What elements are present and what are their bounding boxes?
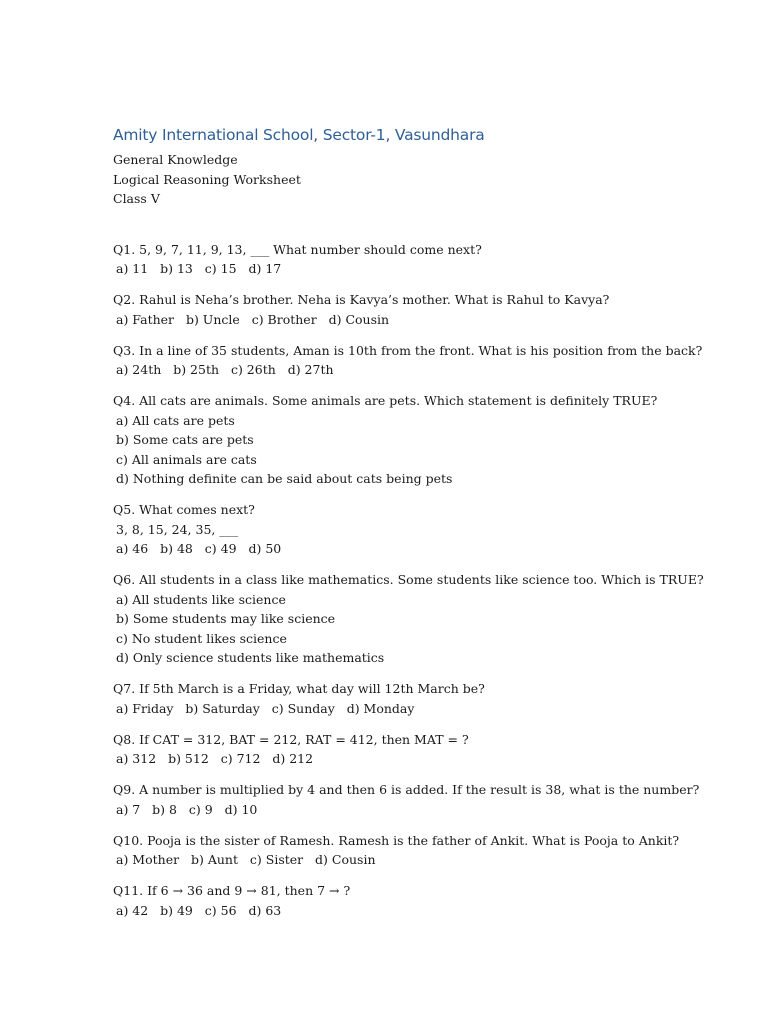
answer-option-line: a) 11 b) 13 c) 15 d) 17	[116, 261, 282, 276]
answer-option-line: c) No student likes science	[116, 630, 287, 646]
question-item	[113, 240, 733, 279]
question-item	[113, 881, 733, 920]
question-item	[113, 341, 733, 380]
question-item	[113, 391, 733, 489]
answer-option-line: 3, 8, 15, 24, 35, ___	[116, 521, 239, 537]
question-item	[113, 570, 733, 668]
answer-option-line: a) Mother b) Aunt c) Sister d) Cousin	[116, 852, 376, 867]
class-line: Class V	[113, 191, 160, 206]
answer-option-line: a) All students like science	[116, 591, 286, 607]
question-item	[113, 679, 733, 718]
answer-option-line: a) 24th b) 25th c) 26th d) 27th	[116, 362, 334, 377]
question-item	[113, 730, 733, 769]
answer-option-line: a) Father b) Uncle c) Brother d) Cousin	[116, 311, 390, 327]
question-text: Q4. All cats are animals. Some animals are pets. Which statement is definitely TRUE?	[113, 393, 658, 408]
question-text: Q5. What comes next?	[113, 502, 255, 517]
question-text: Q8. If CAT = 312, BAT = 212, RAT = 412, then MAT = ?	[113, 731, 469, 747]
question-item	[113, 290, 733, 329]
answer-option-line: a) 312 b) 512 c) 712 d) 212	[116, 751, 314, 766]
answer-option-line: d) Only science students like mathematics	[116, 650, 385, 665]
question-item	[113, 500, 733, 559]
answer-option-line: b) Some students may like science	[116, 611, 336, 626]
question-text: Q3. In a line of 35 students, Aman is 10th from the front. What is his position from the back?	[113, 342, 703, 358]
question-text: Q1. 5, 9, 7, 11, 9, 13, ___ What number should come next?	[113, 241, 482, 257]
worksheet-page	[113, 123, 733, 932]
answer-option-line: a) 46 b) 48 c) 49 d) 50	[116, 541, 282, 556]
question-text: Q10. Pooja is the sister of Ramesh. Ramesh is the father of Ankit. What is Pooja to Ankit?	[113, 832, 680, 848]
question-text: Q11. If 6 → 36 and 9 → 81, then 7 → ?	[113, 883, 351, 898]
worksheet-title: Logical Reasoning Worksheet	[113, 171, 301, 187]
answer-option-line: a) All cats are pets	[116, 412, 235, 428]
question-item	[113, 780, 733, 819]
answer-option-line: a) 42 b) 49 c) 56 d) 63	[116, 902, 282, 918]
question-item	[113, 831, 733, 870]
question-text: Q6. All students in a class like mathematics. Some students like science too. Which is TRUE?	[113, 572, 704, 587]
question-text: Q9. A number is multiplied by 4 and then 6 is added. If the result is 38, what is the number?	[113, 782, 700, 797]
answer-option-line: a) 7 b) 8 c) 9 d) 10	[116, 801, 258, 817]
question-text: Q2. Rahul is Neha’s brother. Neha is Kavya’s mother. What is Rahul to Kavya?	[113, 292, 610, 307]
answer-option-line: d) Nothing definite can be said about cats being pets	[116, 471, 453, 486]
school-title: Amity International School, Sector-1, Vasundhara	[113, 126, 485, 144]
answer-option-line: a) Friday b) Saturday c) Sunday d) Monday	[116, 700, 415, 716]
question-text: Q7. If 5th March is a Friday, what day will 12th March be?	[113, 681, 485, 696]
question-list	[113, 240, 733, 921]
answer-option-line: c) All animals are cats	[116, 451, 257, 467]
answer-option-line: b) Some cats are pets	[116, 432, 254, 447]
subject-line: General Knowledge	[113, 152, 238, 167]
